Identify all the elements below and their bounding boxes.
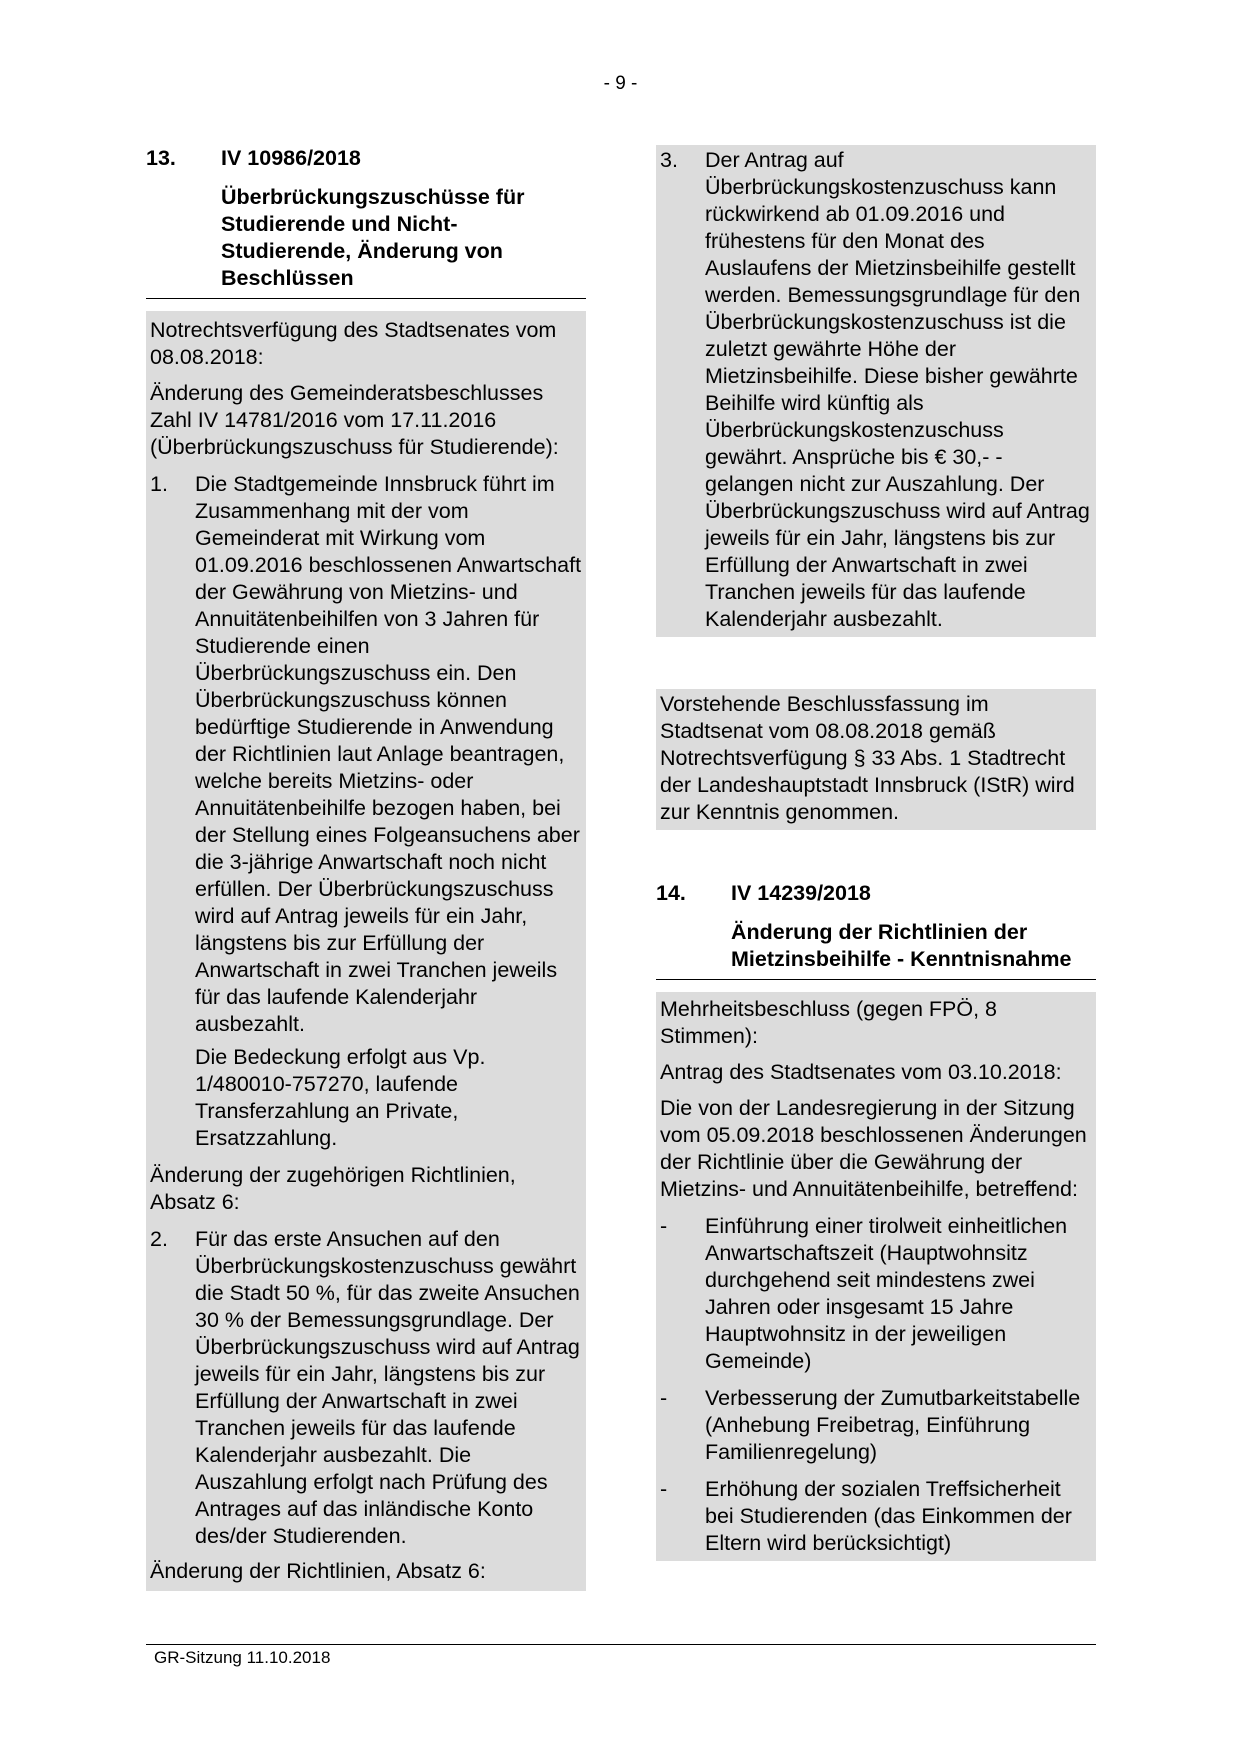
- decision-heading: Notrechtsverfügung des Stadtsenates vom 08.08.2018:: [150, 318, 557, 369]
- bullet-text: Erhöhung der sozialen Treffsicherheit bei Studierenden (das Einkommen der Eltern wird berücksichtigt): [705, 1477, 1072, 1555]
- agenda-item-title: Überbrückungszuschüsse für Studierende und Nicht-Studierende, Änderung von Beschlüssen: [221, 185, 525, 290]
- left-column: [146, 145, 586, 1591]
- item-text: Der Antrag auf Überbrückungskostenzuschuss kann rückwirkend ab 01.09.2016 und frühestens für den Monat des Auslaufens der Mietzinsbeihilfe gestellt werden. Bemessungsgrundlage für den Überbrückungskostenzuschuss ist die zuletzt gewährte Höhe der Mietzinsbeihilfe. Diese bisher gewährte Beihilfe wird künftig als Überbrückungskostenzuschuss gewährt. Ansprüche bis € 30,- - gelangen nicht zur Auszahlung. Der Überbrückungszuschuss wird auf Antrag jeweils für ein Jahr, längstens bis zur Erfüllung der Anwartschaft in zwei Tranchen jeweils für das laufende Kalenderjahr ausbezahlt.: [705, 148, 1090, 631]
- bullet-text: Einführung einer tirolweit einheitlichen Anwartschaftszeit (Hauptwohnsitz durchgehend seit mindestens zwei Jahren oder insgesamt 15 Jahre Hauptwohnsitz in der jeweiligen Gemeinde): [705, 1214, 1068, 1373]
- guideline-change-paragraph: Änderung der zugehörigen Richtlinien, Absatz 6:: [150, 1163, 516, 1214]
- guideline-change-paragraph: Änderung der Richtlinien, Absatz 6:: [150, 1559, 486, 1583]
- agenda-item-number: 13.: [146, 146, 176, 170]
- decision-block: [146, 311, 586, 1591]
- section-divider: [656, 979, 1096, 980]
- coverage-paragraph: Die Bedeckung erfolgt aus Vp. 1/480010-757270, laufende Transferzahlung an Private, Ersatzzahlung.: [195, 1045, 486, 1150]
- intro-paragraph: Die von der Landesregierung in der Sitzung vom 05.09.2018 beschlossenen Änderungen der Richtlinie über die Gewährung der Mietzins- und Annuitätenbeihilfe, betreffend:: [660, 1096, 1087, 1201]
- agenda-item-number: 14.: [656, 881, 686, 905]
- amendment-paragraph: Änderung des Gemeinderatsbeschlusses Zahl IV 14781/2016 vom 17.11.2016 (Überbrückungszuschuss für Studierende):: [150, 381, 559, 459]
- bullet-marker: -: [660, 1386, 668, 1410]
- numbered-item: [150, 471, 582, 1044]
- page-number: - 9 -: [603, 73, 638, 94]
- section-divider: [146, 298, 586, 299]
- numbered-item: [660, 147, 1092, 633]
- bullet-marker: -: [660, 1214, 668, 1238]
- agenda-item-title: Änderung der Richtlinien der Mietzinsbeihilfe - Kenntnisnahme: [731, 920, 1072, 971]
- continued-decision-block: [656, 145, 1096, 637]
- decision-heading: Mehrheitsbeschluss (gegen FPÖ, 8 Stimmen):: [660, 997, 997, 1048]
- agenda-item-code: IV 10986/2018: [221, 146, 361, 170]
- bullet-item: [660, 1385, 1092, 1476]
- bullet-text: Verbesserung der Zumutbarkeitstabelle (Anhebung Freibetrag, Einführung Familienregelung): [705, 1386, 1081, 1464]
- acknowledgement-paragraph: Vorstehende Beschlussfassung im Stadtsenat vom 08.08.2018 gemäß Notrechtsverfügung § 33 Abs. 1 Stadtrecht der Landeshauptstadt Innsbruck (IStR) wird zur Kenntnis genommen.: [660, 692, 1075, 824]
- item-marker: 1.: [150, 472, 168, 496]
- bullet-item: [660, 1213, 1092, 1385]
- item-marker: 3.: [660, 148, 678, 172]
- motion-paragraph: Antrag des Stadtsenates vom 03.10.2018:: [660, 1060, 1062, 1084]
- item-text: Die Stadtgemeinde Innsbruck führt im Zusammenhang mit der vom Gemeinderat mit Wirkung vom 01.09.2016 beschlossenen Anwartschaft der Gewährung von Mietzins- und Annuitätenbeihilfen von 3 Jahren für Studierende einen Überbrückungszuschuss ein. Den Überbrückungszuschuss können bedürftige Studierende in Anwendung der Richtlinien laut Anlage beantragen, welche bereits Mietzins- oder Annuitätenbeihilfe bezogen haben, bei der Stellung eines Folgeansuchens aber die 3-jährige Anwartschaft noch nicht erfüllen. Der Überbrückungszuschuss wird auf Antrag jeweils für ein Jahr, längstens bis zur Erfüllung der Anwartschaft in zwei Tranchen jeweils für das laufende Kalenderjahr ausbezahlt.: [195, 472, 582, 1036]
- agenda-item-code: IV 14239/2018: [731, 881, 871, 905]
- decision-block: [656, 992, 1096, 1561]
- item-text: Für das erste Ansuchen auf den Überbrückungskostenzuschuss gewährt die Stadt 50 %, für das zweite Ansuchen 30 % der Bemessungsgrundlage. Der Überbrückungszuschuss wird auf Antrag jeweils für ein Jahr, längstens bis zur Erfüllung der Anwartschaft in zwei Tranchen jeweils für das laufende Kalenderjahr ausbezahlt. Die Auszahlung erfolgt nach Prüfung des Antrages auf das inländische Konto des/der Studierenden.: [195, 1227, 580, 1548]
- agenda-item-14-header: [656, 880, 1096, 977]
- numbered-item: [150, 1226, 582, 1556]
- footer-divider: [146, 1644, 1096, 1645]
- acknowledgement-block: [656, 689, 1096, 830]
- bullet-item: [660, 1476, 1092, 1557]
- footer-text: GR-Sitzung 11.10.2018: [154, 1648, 331, 1667]
- bullet-marker: -: [660, 1477, 668, 1501]
- item-marker: 2.: [150, 1227, 168, 1251]
- right-column: [656, 145, 1096, 1561]
- agenda-item-13-header: [146, 145, 586, 296]
